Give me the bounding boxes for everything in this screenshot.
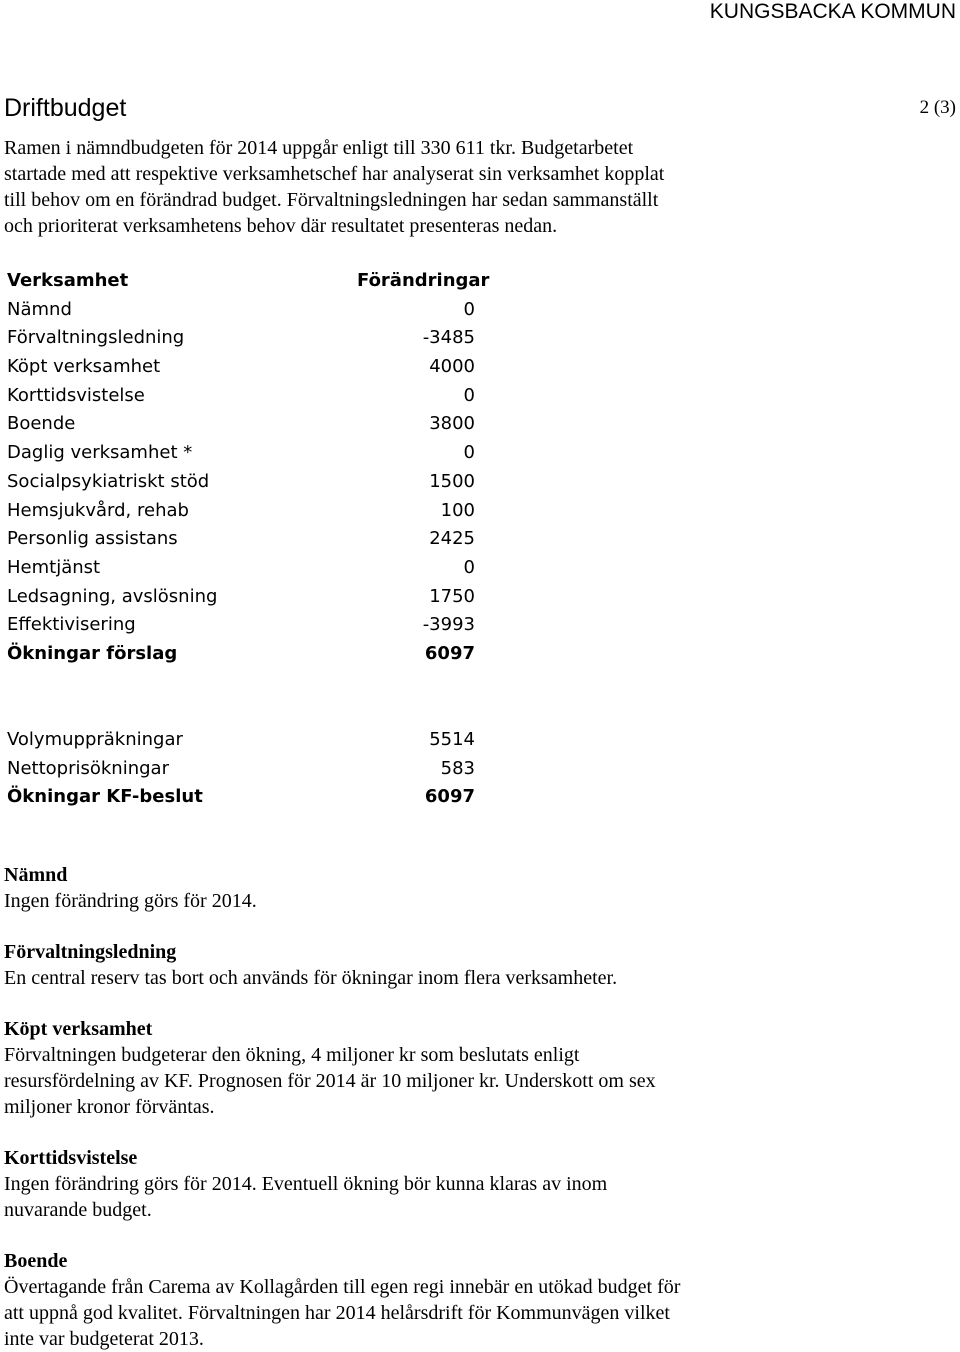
section-heading: Förvaltningsledning [4,941,177,963]
budget-changes-table [7,267,490,669]
row-label: Personlig assistans [7,528,178,550]
row-label: Köpt verksamhet [7,356,161,378]
row-value: 2425 [429,528,475,550]
table-total-row [7,640,477,669]
summary-table [7,726,477,812]
table-total-row [7,783,477,812]
section-korttidsvistelse [4,1145,804,1223]
column-header-forandringar: Förändringar [357,270,490,291]
row-value: 4000 [429,356,475,378]
section-text [4,888,804,914]
row-value: 100 [440,499,475,521]
table-row [7,726,477,755]
section-line: att uppnå god kvalitet. Förvaltningen har 2014 helårsdrift för Kommunvägen vilket [4,1302,670,1324]
total-label: Ökningar KF-beslut [7,786,203,808]
row-label: Effektivisering [7,614,136,636]
row-label: Volymuppräkningar [7,729,183,750]
row-value: -3993 [422,614,475,636]
row-value: 3800 [429,413,475,435]
table-header-row [7,267,490,296]
row-value: 0 [463,556,475,578]
total-label: Ökningar förslag [7,642,178,664]
intro-line: till behov om en förändrad budget. Förvaltningsledningen har sedan sammanställt [4,189,659,211]
section-heading: Boende [4,1250,68,1272]
section-line: Ingen förändring görs för 2014. Eventuell ökning bör kunna klaras av inom [4,1173,608,1195]
row-value: 5514 [429,729,475,750]
row-value: 1750 [429,585,475,607]
section-line: nuvarande budget. [4,1199,152,1221]
column-header-verksamhet: Verksamhet [7,270,129,291]
section-forvaltningsledning [4,939,804,991]
table-row [7,324,477,353]
row-label: Hemsjukvård, rehab [7,499,189,521]
row-label: Hemtjänst [7,556,101,578]
row-value: -3485 [422,327,475,349]
table-row [7,525,477,554]
section-line: En central reserv tas bort och används för ökningar inom flera verksamheter. [4,967,618,989]
row-label: Nämnd [7,298,72,320]
section-text [4,1274,804,1352]
row-value: 583 [440,757,475,779]
row-label: Förvaltningsledning [7,327,185,349]
row-label: Daglig verksamhet * [7,442,193,464]
row-value: 0 [463,384,475,406]
table-row [7,497,477,526]
table-row [7,468,477,497]
section-heading: Köpt verksamhet [4,1018,153,1040]
intro-line: Ramen i nämndbudgeten för 2014 uppgår enligt till 330 611 tkr. Budgetarbetet [4,137,634,159]
intro-line: och prioriterat verksamhetens behov där resultatet presenteras nedan. [4,215,558,237]
row-value: 1500 [429,470,475,492]
table-row [7,755,477,784]
table-row [7,583,477,612]
section-heading: Korttidsvistelse [4,1147,138,1169]
table-row [7,296,477,325]
organization-header: KUNGSBACKA KOMMUN [709,0,956,23]
row-value: 0 [463,298,475,320]
row-label: Socialpsykiatriskt stöd [7,470,210,492]
total-value: 6097 [424,642,475,664]
section-line: inte var budgeterat 2013. [4,1328,204,1350]
section-kopt-verksamhet [4,1016,804,1120]
row-label: Korttidsvistelse [7,384,145,406]
row-label: Nettoprisökningar [7,757,169,779]
table-row [7,611,477,640]
table-row [7,439,477,468]
section-line: miljoner kronor förväntas. [4,1096,215,1118]
section-line: resursfördelning av KF. Prognosen för 2014 är 10 miljoner kr. Underskott om sex [4,1070,656,1092]
section-text [4,965,804,991]
intro-line: startade med att respektive verksamhetschef har analyserat sin verksamhet kopplat [4,163,665,185]
section-namnd [4,862,804,914]
table-row [7,554,477,583]
section-heading: Nämnd [4,864,68,886]
intro-paragraph [4,135,764,239]
row-label: Ledsagning, avslösning [7,585,218,607]
section-line: Övertagande från Carema av Kollagården till egen regi innebär en utökad budget för [4,1276,681,1298]
table-row [7,353,477,382]
row-value: 0 [463,442,475,464]
table-row [7,382,477,411]
section-line: Förvaltningen budgeterar den ökning, 4 miljoner kr som beslutats enligt [4,1044,580,1066]
section-boende [4,1248,804,1352]
section-text [4,1171,804,1223]
total-value: 6097 [424,786,475,808]
row-label: Boende [7,413,76,435]
document-title: Driftbudget [4,94,127,122]
table-row [7,410,477,439]
section-text [4,1042,804,1120]
page-number: 2 (3) [919,97,956,118]
section-line: Ingen förändring görs för 2014. [4,890,257,912]
